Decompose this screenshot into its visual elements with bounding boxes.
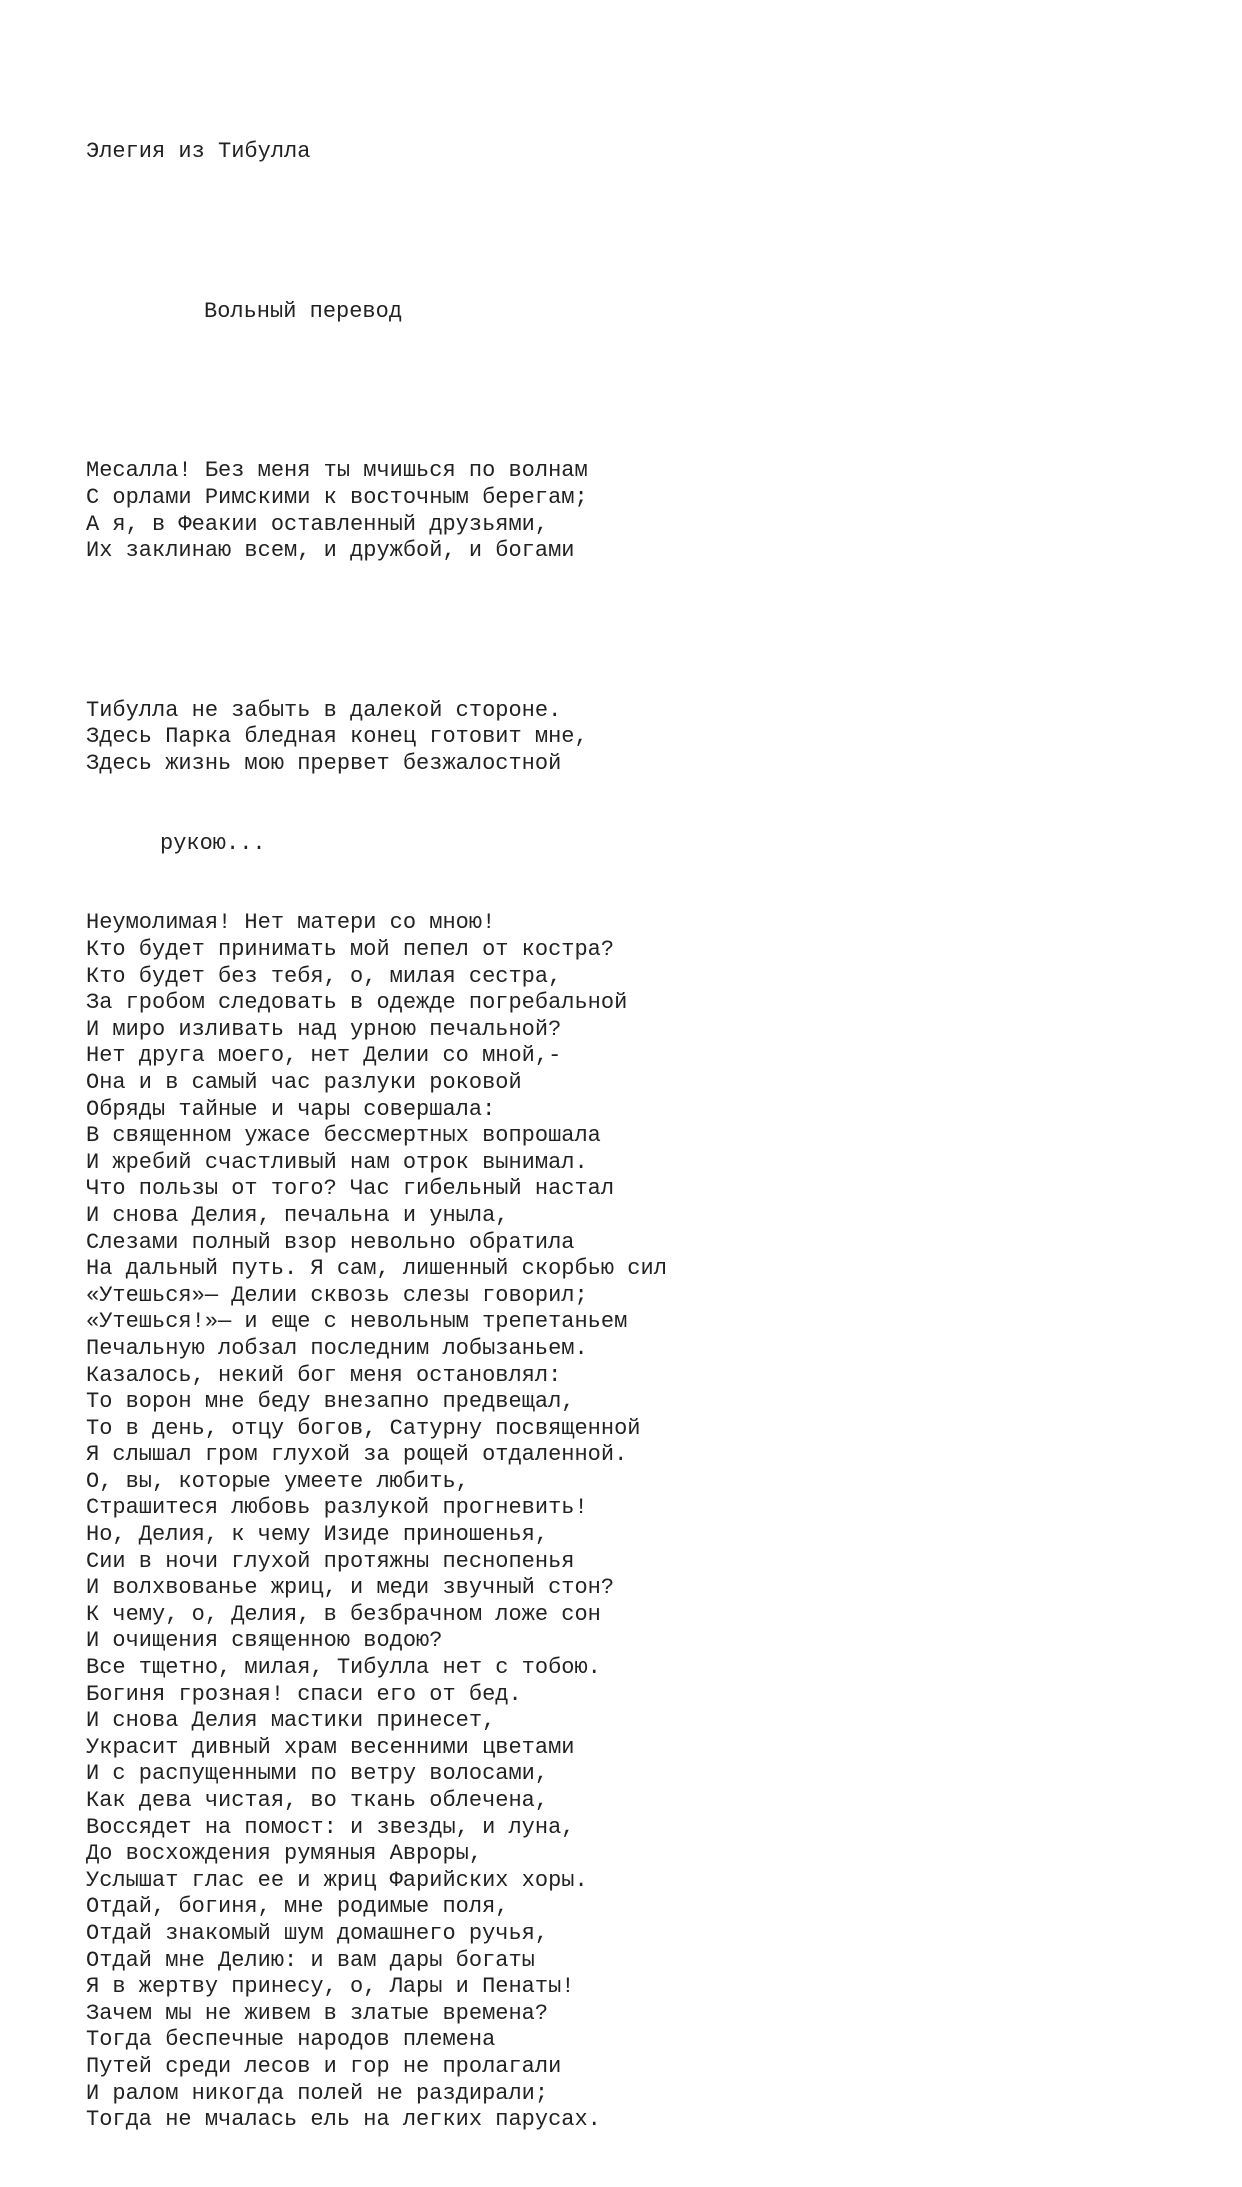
poem-line: О, вы, которые умеете любить,	[86, 1468, 469, 1494]
poem-line: За гробом следовать в одежде погребальной	[86, 990, 628, 1016]
poem-line: А я, в Феакии оставленный друзьями,	[86, 511, 549, 537]
poem-line: Здесь Парка бледная конец готовит мне,	[86, 724, 588, 750]
poem-line: И с распущенными по ветру волосами,	[86, 1761, 549, 1787]
poem-line: С орлами Римскими к восточным берегам;	[86, 484, 588, 510]
poem-line: Тибулла не забыть в далекой стороне.	[86, 697, 562, 723]
poem-line: И жребий счастливый нам отрок вынимал.	[86, 1149, 588, 1175]
poem-line: Все тщетно, милая, Тибулла нет с тобою.	[86, 1655, 601, 1681]
poem-text	[86, 86, 667, 2187]
poem-line: «Утешься»— Делии сквозь слезы говорил;	[86, 1282, 588, 1308]
blank-line	[86, 379, 667, 406]
poem-line: Путей среди лесов и гор не пролагали	[86, 2053, 562, 2079]
poem-line: Отдай, богиня, мне родимые поля,	[86, 1894, 509, 1920]
poem-line: Тогда беспечные народов племена	[86, 2027, 496, 2053]
poem-line: До восхождения румяныя Авроры,	[86, 1841, 483, 1867]
poem-line: Неумолимая! Нет матери со мною!	[86, 910, 496, 936]
poem-line: Кто будет принимать мой пепел от костра?	[86, 937, 615, 962]
poem-line: Здесь жизнь мою прервет безжалостной	[86, 750, 562, 776]
poem-line: Услышат глас ее и жриц Фарийских хоры.	[86, 1867, 588, 1893]
poem-title: Элегия из Тибулла	[86, 139, 311, 165]
poem-line: И очищения священною водою?	[86, 1628, 443, 1654]
poem-line: Зачем мы не живем в златые времена?	[86, 2000, 549, 2026]
poem-line: Что пользы от того? Час гибельный настал	[86, 1176, 615, 1202]
poem-line: Отдай мне Делию: и вам дары богаты	[86, 1947, 535, 1973]
poem-line: Как дева чистая, во ткань облечена,	[86, 1788, 549, 1813]
poem-line: Я в жертву принесу, о, Лары и Пенаты!	[86, 1974, 575, 2000]
poem-subtitle: Вольный перевод	[204, 298, 403, 324]
poem-line: Месалла! Без меня ты мчишься по волнам	[86, 458, 588, 484]
poem-line: Нет друга моего, нет Делии со мной,-	[86, 1043, 562, 1069]
poem-line: На дальный путь. Я сам, лишенный скорбью сил	[86, 1256, 667, 1282]
poem-line: «Утешься!»— и еще с невольным трепетаньем	[86, 1309, 628, 1335]
poem-line: К чему, о, Делия, в безбрачном ложе сон	[86, 1601, 601, 1627]
poem-line: Слезами полный взор невольно обратила	[86, 1229, 575, 1255]
poem-line: Кто будет без тебя, о, милая сестра,	[86, 963, 562, 989]
poem-line: То в день, отцу богов, Сатурну посвященной	[86, 1415, 641, 1441]
poem-line: Воссядет на помост: и звезды, и луна,	[86, 1814, 575, 1840]
poem-line: Тогда не мчалась ель на легких парусах.	[86, 2107, 601, 2133]
poem-line-continuation: рукою...	[160, 830, 266, 856]
stanza-2-part-a	[86, 698, 667, 778]
poem-line: Печальную лобзал последним лобызаньем.	[86, 1335, 588, 1361]
poem-line: И миро изливать над урною печальной?	[86, 1016, 562, 1042]
blank-line	[86, 618, 667, 645]
poem-line: И ралом никогда полей не раздирали;	[86, 2080, 549, 2106]
poem-line: И волхвованье жриц, и меди звучный стон?	[86, 1575, 615, 1601]
poem-line: В священном ужасе бессмертных вопрошала	[86, 1123, 601, 1149]
stanza-1	[86, 458, 667, 564]
poem-line: Я слышал гром глухой за рощей отдаленной.	[86, 1442, 628, 1468]
poem-line: Но, Делия, к чему Изиде приношенья,	[86, 1522, 549, 1548]
poem-line: Страшитеся любовь разлукой прогневить!	[86, 1495, 588, 1521]
poem-line: Отдай знакомый шум домашнего ручья,	[86, 1920, 549, 1946]
poem-line: Она и в самый час разлуки роковой	[86, 1069, 522, 1095]
poem-line: Обряды тайные и чары совершала:	[86, 1096, 496, 1122]
poem-line: И снова Делия мастики принесет,	[86, 1708, 496, 1734]
poem-line: Казалось, некий бог меня остановлял:	[86, 1362, 562, 1388]
poem-line: То ворон мне беду внезапно предвещал,	[86, 1389, 575, 1415]
poem-line: Сии в ночи глухой протяжны песнопенья	[86, 1548, 575, 1574]
blank-line	[86, 219, 667, 246]
poem-line: Их заклинаю всем, и дружбой, и богами	[86, 538, 575, 564]
poem-line: И снова Делия, печальна и уныла,	[86, 1202, 509, 1228]
poem-line: Богиня грозная! спаси его от бед.	[86, 1681, 522, 1707]
poem-line: Украсит дивный храм весенними цветами	[86, 1734, 575, 1760]
stanza-2-part-b	[86, 910, 667, 2133]
